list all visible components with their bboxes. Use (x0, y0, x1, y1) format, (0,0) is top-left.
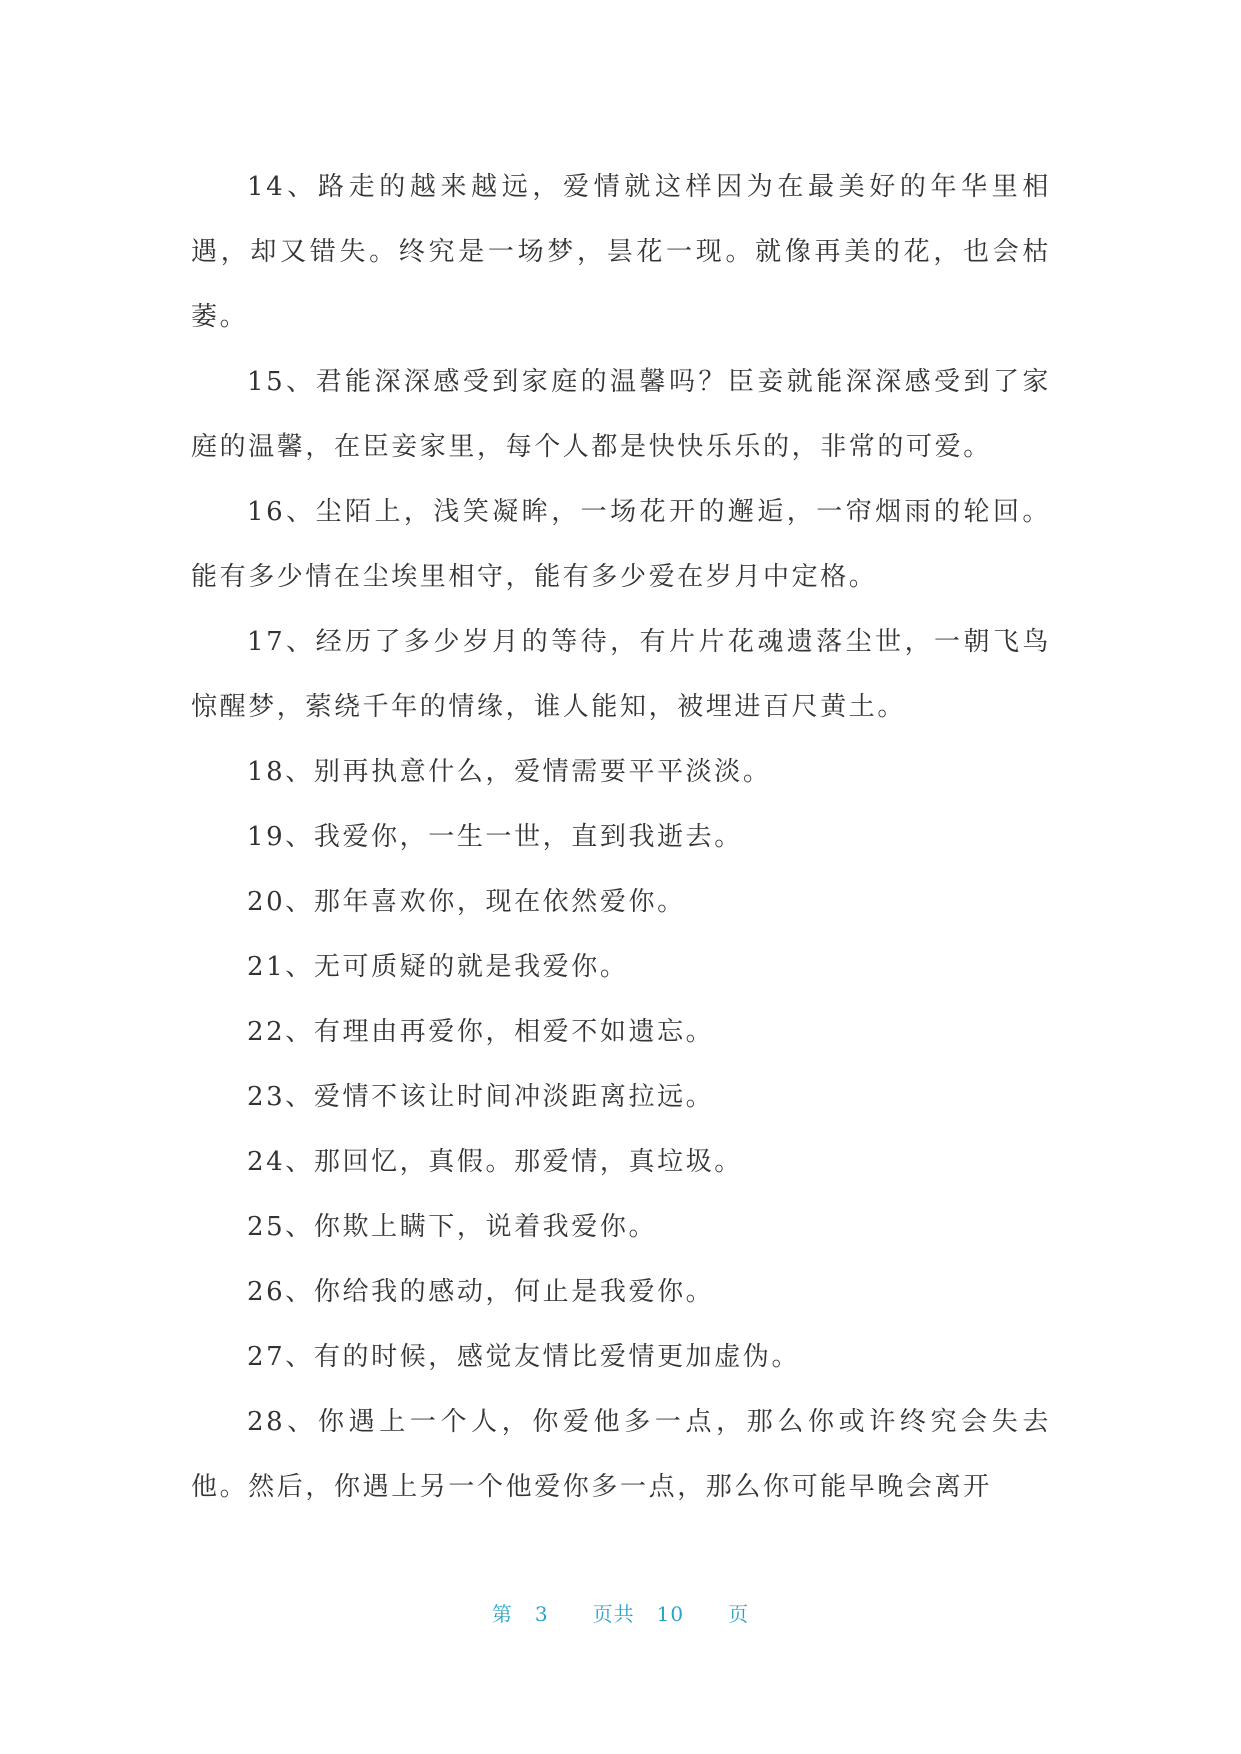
paragraph-17: 17、经历了多少岁月的等待，有片片花魂遗落尘世，一朝飞鸟惊醒梦，萦绕千年的情缘，谁人能知，被埋进百尺黄土。 (191, 627, 1051, 722)
document-body (191, 155, 1051, 1520)
footer-prefix: 第 (491, 1602, 513, 1626)
page-footer (0, 1598, 1241, 1627)
paragraph-24: 24、那回忆，真假。那爱情，真垃圾。 (247, 1147, 743, 1177)
paragraph-21: 21、无可质疑的就是我爱你。 (247, 952, 629, 982)
footer-current-page: 3 (534, 1602, 549, 1626)
paragraph-20: 20、那年喜欢你，现在依然爱你。 (247, 887, 686, 917)
paragraph-26: 26、你给我的感动，何止是我爱你。 (247, 1277, 715, 1307)
paragraph-18: 18、别再执意什么，爱情需要平平淡淡。 (247, 757, 772, 787)
paragraph-22: 22、有理由再爱你，相爱不如遗忘。 (247, 1017, 715, 1047)
paragraph-23: 23、爱情不该让时间冲淡距离拉远。 (247, 1082, 715, 1112)
paragraph-28: 28、你遇上一个人，你爱他多一点，那么你或许终究会失去他。然后，你遇上另一个他爱你多一点，那么你可能早晚会离开 (191, 1407, 1051, 1502)
paragraph-16: 16、尘陌上，浅笑凝眸，一场花开的邂逅，一帘烟雨的轮回。能有多少情在尘埃里相守，能有多少爱在岁月中定格。 (191, 497, 1051, 592)
footer-suffix: 页 (728, 1602, 750, 1626)
footer-middle: 页共 (592, 1602, 635, 1626)
paragraph-15: 15、君能深深感受到家庭的温馨吗？臣妾就能深深感受到了家庭的温馨，在臣妾家里，每个人都是快快乐乐的，非常的可爱。 (191, 367, 1051, 462)
footer-total-pages: 10 (656, 1602, 685, 1626)
paragraph-25: 25、你欺上瞒下，说着我爱你。 (247, 1212, 658, 1242)
paragraph-27: 27、有的时候，感觉友情比爱情更加虚伪。 (247, 1342, 801, 1372)
paragraph-14: 14、路走的越来越远，爱情就这样因为在最美好的年华里相遇，却又错失。终究是一场梦，昙花一现。就像再美的花，也会枯萎。 (191, 172, 1051, 332)
paragraph-19: 19、我爱你，一生一世，直到我逝去。 (247, 822, 743, 852)
